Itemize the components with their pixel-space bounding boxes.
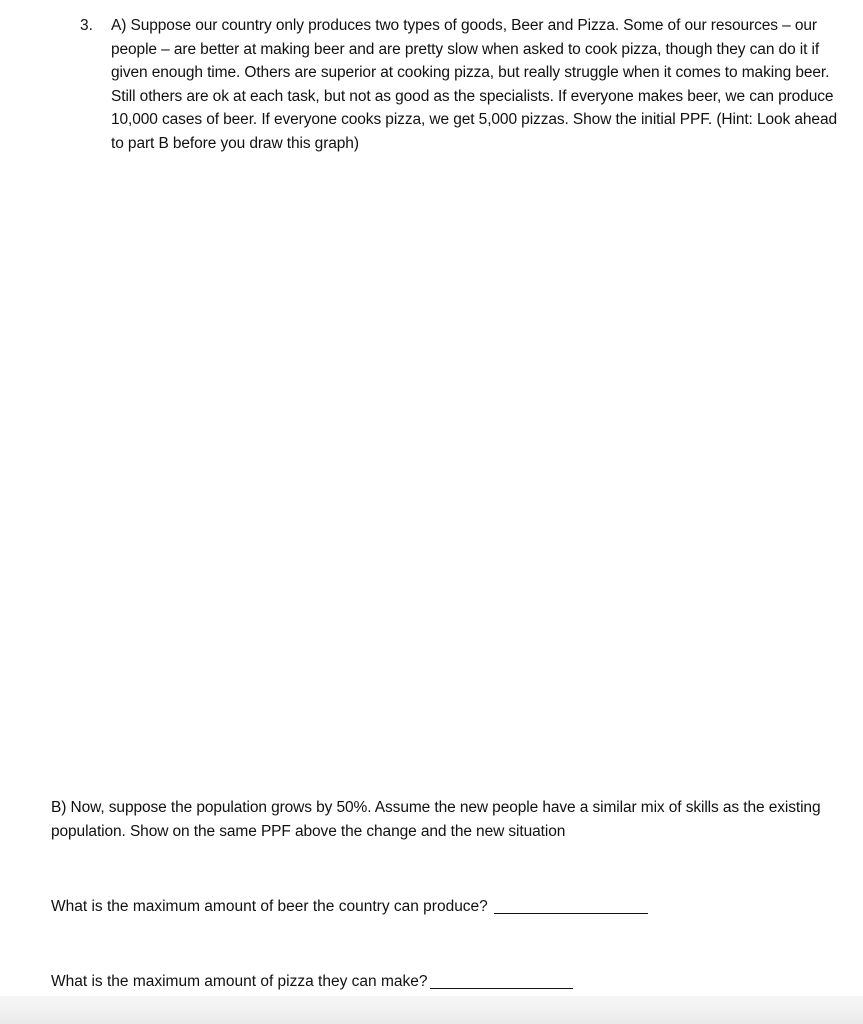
pizza-question bbox=[51, 971, 573, 993]
part-b-text: B) Now, suppose the population grows by 50%. Assume the new people have a similar mix of skills as the existing population. Show on the same PPF above the change and the new situation bbox=[51, 799, 821, 840]
part-a-text: A) Suppose our country only produces two types of goods, Beer and Pizza. Some of our resources – our people – are better at making beer and are pretty slow when asked to cook pizza, though they can do it if given enough time. Others are superior at cooking pizza, but really struggle when it comes to making beer. Still others are ok at each task, but not as good as the specialists. If everyone makes beer, we can produce 10,000 cases of beer. If everyone cooks pizza, we get 5,000 pizzas. Show the initial PPF. (Hint: Look ahead to part B before you draw this graph) bbox=[111, 17, 837, 152]
beer-answer-blank[interactable] bbox=[494, 912, 648, 914]
pizza-answer-blank[interactable] bbox=[430, 987, 573, 989]
question-number: 3. bbox=[80, 17, 93, 34]
pizza-prompt: What is the maximum amount of pizza they can make? bbox=[51, 973, 428, 990]
beer-prompt: What is the maximum amount of beer the country can produce? bbox=[51, 898, 488, 915]
beer-question bbox=[51, 896, 648, 918]
page-bottom-edge bbox=[0, 996, 863, 1024]
